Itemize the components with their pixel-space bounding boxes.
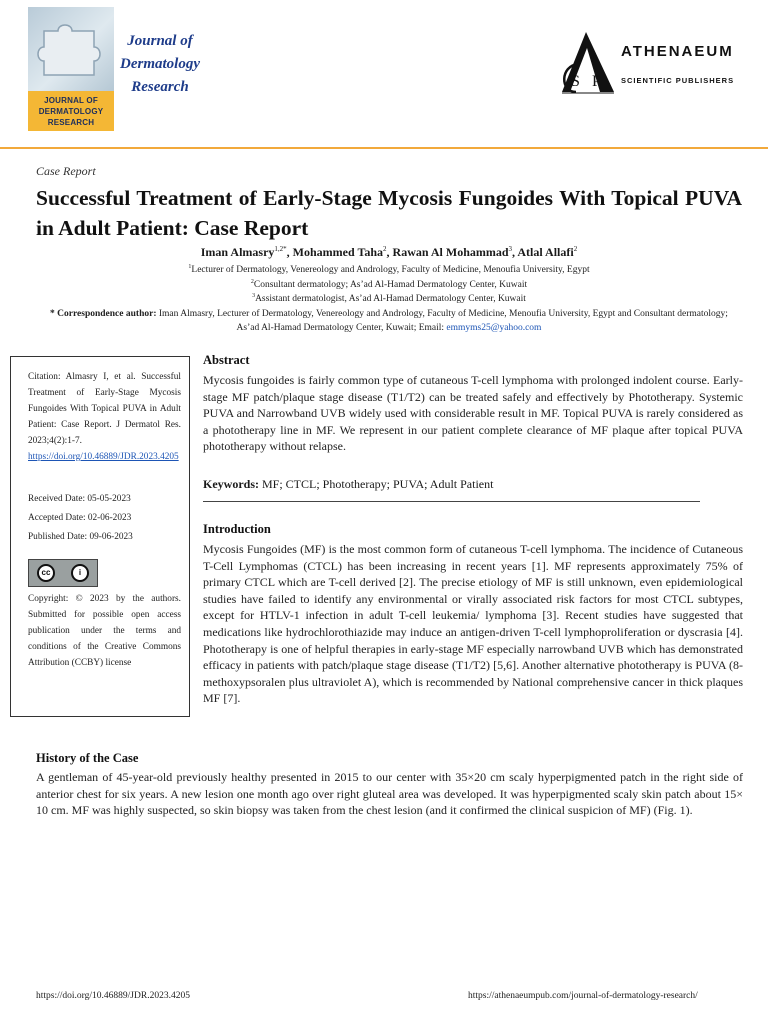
article-info-sidebar — [10, 356, 190, 717]
svg-text:P: P — [592, 73, 601, 90]
header-divider — [0, 147, 768, 149]
author-name: Atlal Allafi — [517, 245, 574, 259]
author-affiliation-marker: 3 — [508, 245, 513, 253]
affiliation-text: Consultant dermatology; As’ad Al-Hamad Dermatology Center, Kuwait — [253, 280, 528, 291]
doi-link[interactable]: https://doi.org/10.46889/JDR.2023.4205 — [28, 452, 179, 462]
author-name: Rawan Al Mohammad — [392, 245, 509, 259]
author-name: Iman Almasry — [200, 245, 275, 259]
correspondence-label: * Correspondence author: — [50, 309, 157, 319]
journal-logo-band — [28, 91, 114, 131]
affiliation-marker: 2 — [250, 279, 254, 285]
affiliation-marker: 1 — [188, 264, 192, 270]
published-date: Published Date: 09-06-2023 — [28, 532, 133, 542]
affiliation — [36, 293, 742, 304]
copyright-text: Copyright: © 2023 by the authors. Submitted for possible open access publication under the terms and conditions of the Creative Commons Attribution (CCBY) license — [28, 594, 181, 668]
affiliation-text: Lecturer of Dermatology, Venereology and Andrology, Faculty of Medicine, Menoufia University, Egypt — [191, 265, 590, 276]
keywords — [203, 477, 743, 492]
author-list: Iman Almasry$^{1,2*}$, Mohammed Taha$^2$, Rawan Al Mohammad$^3$, Atlal Allafi$^2$ — [200, 245, 578, 259]
journal-name-line: Dermatology — [120, 56, 200, 72]
footer-journal-url-link[interactable]: https://athenaeumpub.com/journal-of-dermatology-research/ — [468, 991, 698, 1001]
author-name: Mohammed Taha — [292, 245, 384, 259]
attribution-icon: i — [71, 564, 89, 582]
correspondence-email-link[interactable]: emmyms25@yahoo.com — [446, 323, 542, 333]
abstract-heading: Abstract — [203, 353, 250, 367]
history-heading: History of the Case — [36, 751, 139, 765]
accepted-date: Accepted Date: 02-06-2023 — [28, 513, 132, 523]
journal-name — [114, 30, 206, 99]
article-type: Case Report — [36, 164, 96, 178]
cc-icon: cc — [37, 564, 55, 582]
article-title: Successful Treatment of Early-Stage Mycosis Fungoides With Topical PUVA in Adult Patient: Case Report — [36, 186, 742, 240]
affiliation-text: Assistant dermatologist, As’ad Al-Hamad Dermatology Center, Kuwait — [255, 294, 526, 305]
footer-doi-link[interactable]: https://doi.org/10.46889/JDR.2023.4205 — [36, 991, 190, 1001]
publisher-subtitle: SCIENTIFIC PUBLISHERS — [621, 76, 735, 85]
citation-text: Citation: Almasry I, et al. Successful Treatment of Early-Stage Mycosis Fungoides With Topical PUVA in Adult Patient: Case Report. J Dermatol Res. 2023;4(2):1-7. — [28, 372, 181, 446]
journal-name-line: Journal of — [127, 33, 193, 49]
affiliation — [36, 279, 742, 290]
abstract-text: Mycosis fungoides is fairly common type of cutaneous T-cell lymphoma with prolonged indolent course. Early-stage MF patch/plaque stage disease (T1/T2) can be treated safely and effectively by Phototherapy. Systemic PUVA and Narrowband UVB widely used with considerable result in MF. Topical PUVA is rarely considered as a phototherapy line in MF. We represent in our patient complete clearance of MF plaque after topical PUVA phototherapy without relapse. — [203, 373, 743, 454]
correspondence-text: Iman Almasry, Lecturer of Dermatology, Venereology and Andrology, Faculty of Medicine, Menoufia University, Egypt and Consultant dermatology; As’ad Al-Hamad Dermatology Center, Kuwait; Email: — [158, 309, 728, 333]
introduction-text: Mycosis Fungoides (MF) is the most common form of cutaneous T-cell lymphoma. The incidence of Cutaneous T-Cell Lymphomas (CTCL) has been increasing in recent years [1]. MF represents approximately 75% of primary CTCL which are T-cell derived [2]. The precise etiology of MF is still unknown, even epidemiological studies have failed to identify any environmental or virally associated risk factors for most CTCL subtypes, except for HTLV-1 infection in adult T-cell leukemia/ lymphoma [3]. Recent studies have suggested that medications like hydrochlorothiazide may induce an antigen-driven T-cell lymphoproliferation or dyscrasia [4]. Phototherapy is one of helpful therapies in early-stage MF especially narrowband UVB which has demonstrated efficacy in patients with patch/plaque stage disease (T1/T2) [5,6]. Another alternative phototherapy is PUVA (8-methoxypsoralen plus ultraviolet A), which is recommended by National comprehensive cancer in thick plaques MF [7]. — [203, 542, 743, 706]
introduction-heading: Introduction — [203, 522, 271, 536]
logo-text-line: RESEARCH — [47, 117, 95, 127]
abstract-divider — [203, 501, 700, 502]
creative-commons-badge[interactable] — [28, 559, 98, 587]
history-text: A gentleman of 45-year-old previously healthy presented in 2015 to our center with 35×20 cm scaly hyperpigmented patch in the right side of anterior chest for six years. A new lesion one month ago over right gluteal area was developed. It was hyperpigmented scaly skin patch about 15× 10 cm. MF was highly suspected, so skin biopsy was taken from the chest lesion (and it confirmed the clinical suspicion of MF) (Fig. 1). — [36, 770, 743, 818]
svg-text:S: S — [571, 73, 580, 90]
author-affiliation-marker: 2 — [383, 245, 387, 253]
correspondence — [44, 307, 734, 335]
affiliation-marker: 3 — [252, 293, 256, 299]
logo-text-line: JOURNAL OF — [44, 95, 98, 105]
affiliation — [36, 264, 742, 275]
journal-cover-logo — [28, 7, 114, 131]
puzzle-piece-icon — [34, 17, 108, 77]
author-affiliation-marker: 1,2* — [274, 245, 287, 253]
keywords-label: Keywords: — [203, 477, 259, 491]
journal-name-line: Research — [131, 79, 189, 95]
logo-text-line: DERMATOLOGY — [38, 106, 104, 116]
received-date: Received Date: 05-05-2023 — [28, 494, 131, 504]
publisher-logo-icon — [556, 30, 618, 96]
keywords-list: MF; CTCL; Phototherapy; PUVA; Adult Patient — [262, 477, 494, 491]
author-affiliation-marker: 2 — [573, 245, 578, 253]
publisher-name: ATHENAEUM — [621, 43, 734, 60]
